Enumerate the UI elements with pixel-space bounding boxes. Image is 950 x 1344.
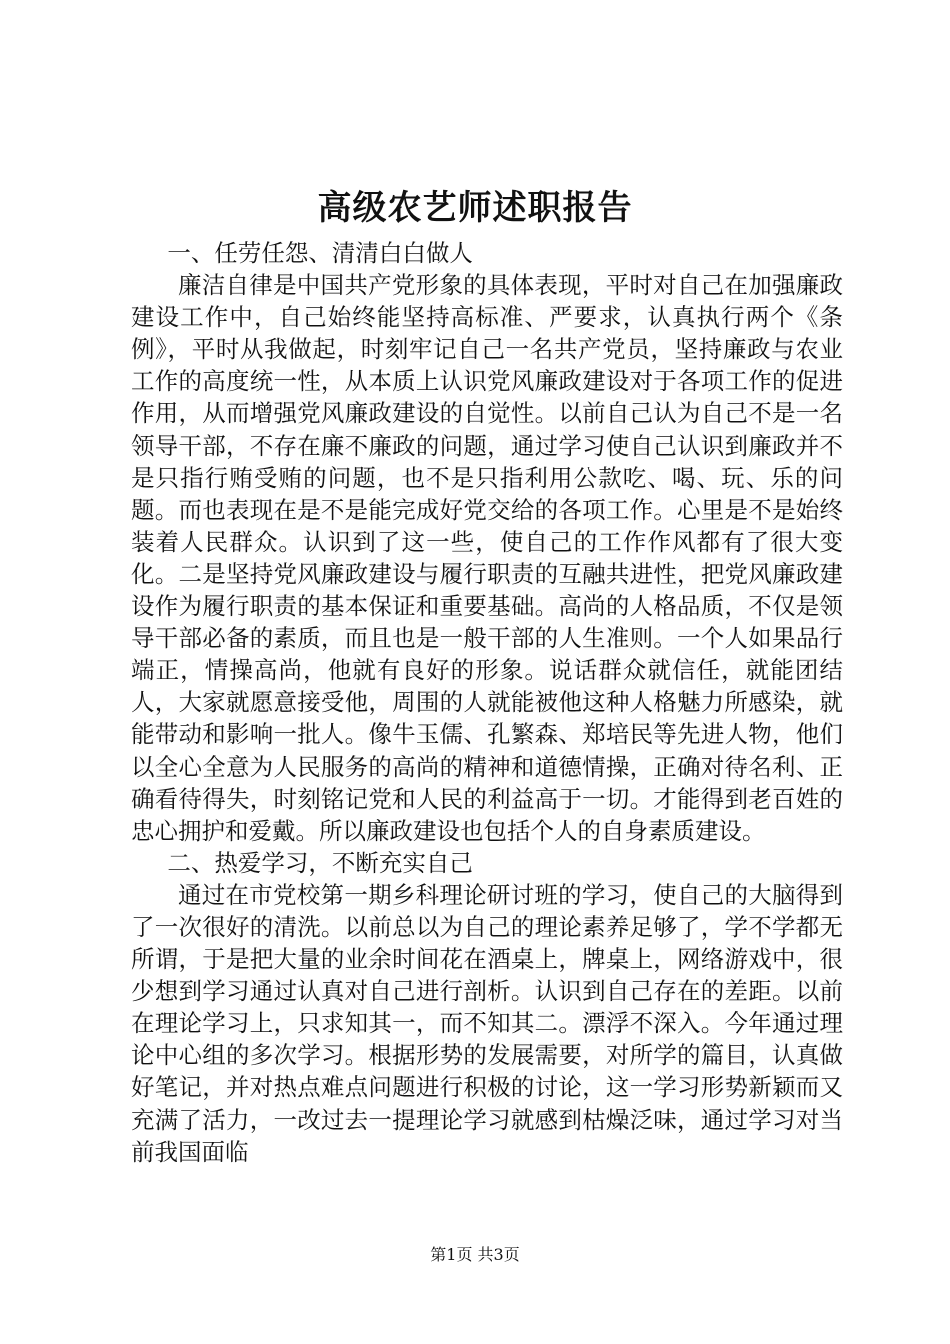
paragraph-2: 通过在市党校第一期乡科理论研讨班的学习，使自己的大脑得到了一次很好的清洗。以前总以为自己的理论素养足够了，学不学都无所谓，于是把大量的业余时间花在酒桌上，牌桌上，网络游戏中，很少想到学习通过认真对自己进行剖析。认识到自己存在的差距。以前在理论学习上，只求知其一，而不知其二。漂浮不深入。今年通过理论中心组的多次学习。根据形势的发展需要，对所学的篇目，认真做好笔记，并对热点难点问题进行积极的讨论，这一学习形势新颖而又充满了活力，一改过去一提理论学习就感到枯燥泛味，通过学习对当前我国面临 xyxy=(131,880,843,1166)
section-heading-2: 二、热爱学习，不断充实自己 xyxy=(167,848,473,877)
section-heading-1: 一、任劳任怨、清清白白做人 xyxy=(167,239,473,267)
paragraph-1: 廉洁自律是中国共产党形象的具体表现，平时对自己在加强廉政建设工作中，自己始终能坚持高标准、严要求，认真执行两个《条例》，平时从我做起，时刻牢记自己一名共产党员，坚持廉政与农业工作的高度统一性，从本质上认识党风廉政建设对于各项工作的促进作用，从而增强党风廉政建设的自觉性。以前自己认为自己不是一名领导干部，不存在廉不廉政的问题，通过学习使自己认识到廉政并不是只指行贿受贿的问题，也不是只指利用公款吃、喝、玩、乐的问题。而也表现在是不是能完成好党交给的各项工作。心里是不是始终装着人民群众。认识到了这一些，使自己的工作作风都有了很大变化。二是坚持党风廉政建设与履行职责的互融共进性，把党风廉政建设作为履行职责的基本保证和重要基础。高尚的人格品质，不仅是领导干部必备的素质，而且也是一般干部的人生准则。一个人如果品行端正，情操高尚，他就有良好的形象。说话群众就信任，就能团结人，大家就愿意接受他，周围的人就能被他这种人格魅力所感染，就能带动和影响一批人。像牛玉儒、孔繁森、郑培民等先进人物，他们以全心全意为人民服务的高尚的精神和道德情操，正确对待名利、正确看待得失，时刻铭记党和人民的利益高于一切。才能得到老百姓的忠心拥护和爱戴。所以廉政建设也包括个人的自身素质建设。 xyxy=(131,271,843,845)
document-body xyxy=(131,237,843,1168)
document-title: 高级农艺师述职报告 xyxy=(317,188,633,228)
page-footer: 第1页 共3页 xyxy=(430,1245,520,1264)
